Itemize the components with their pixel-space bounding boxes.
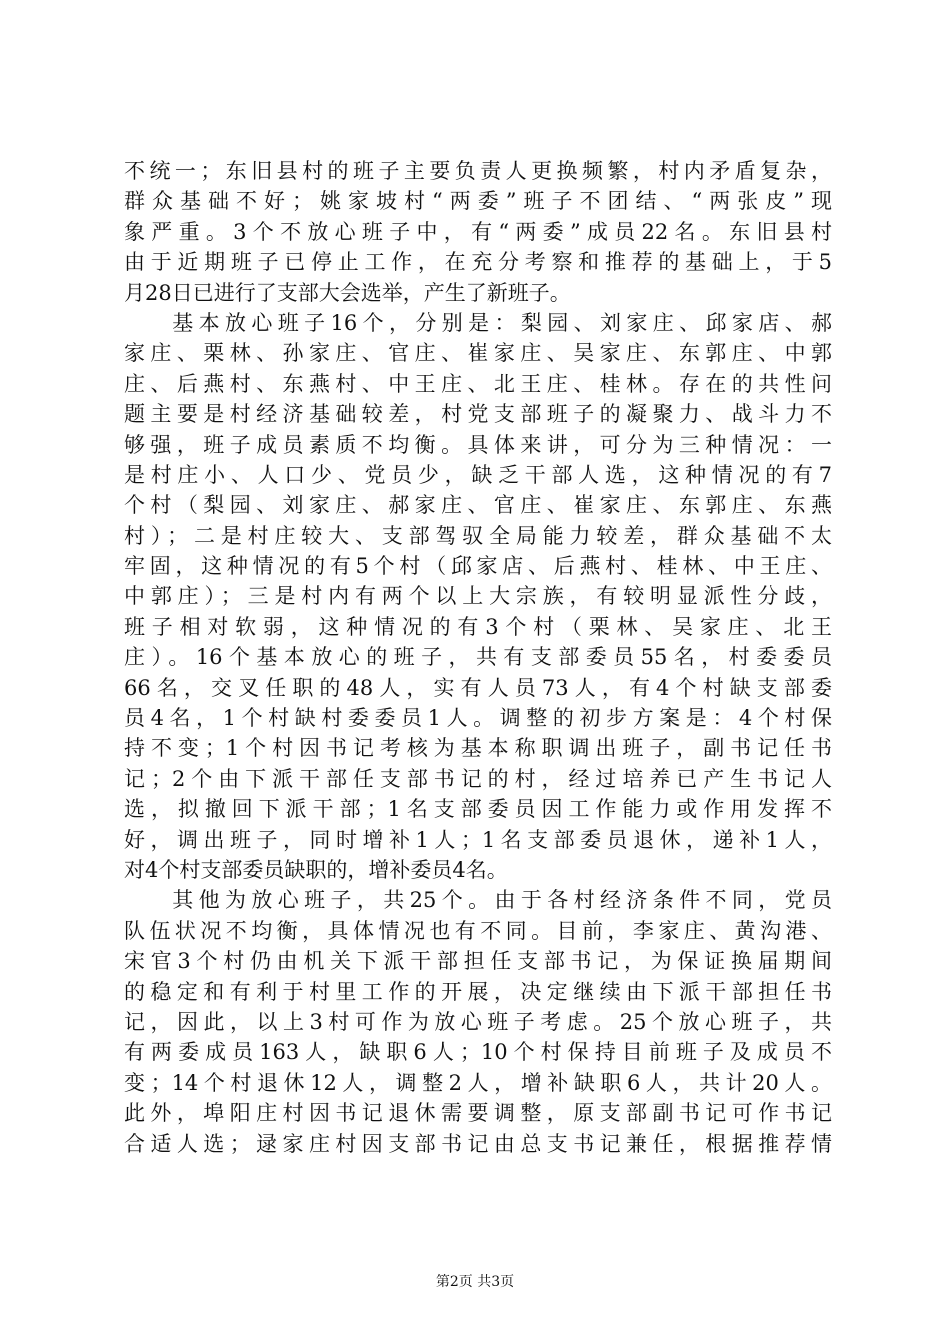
text-line: 变；14个村退休12人，调整2人，增补缺职6人，共计20人。 <box>124 1070 832 1095</box>
text-line: 庄、后燕村、东燕村、中王庄、北王庄、桂林。存在的共性问 <box>124 371 832 396</box>
text-line: 合适人选；逯家庄村因支部书记由总支书记兼任，根据推荐情 <box>124 1131 832 1156</box>
text-line: 有两委成员163人，缺职6人；10个村保持目前班子及成员不 <box>124 1040 832 1065</box>
text-line: 此外，埠阳庄村因书记退休需要调整，原支部副书记可作书记 <box>124 1101 832 1126</box>
text-line: 庄）。16个基本放心的班子，共有支部委员55名，村委委员 <box>124 645 832 670</box>
page-footer: 第2页 共3页 <box>435 1274 515 1290</box>
text-line: 宋官3个村仍由机关下派干部担任支部书记，为保证换届期间 <box>124 949 832 974</box>
text-line: 基本放心班子16个，分别是：梨园、刘家庄、邱家店、郝 <box>124 310 832 335</box>
text-line: 记；2个由下派干部任支部书记的村，经过培养已产生书记人 <box>124 766 832 791</box>
text-line: 不统一；东旧县村的班子主要负责人更换频繁，村内矛盾复杂， <box>124 159 832 183</box>
text-line: 记，因此，以上3村可作为放心班子考虑。25个放心班子，共 <box>124 1009 832 1034</box>
text-line: 班子相对软弱，这种情况的有3个村（栗林、吴家庄、北王 <box>124 614 832 639</box>
text-line: 选，拟撤回下派干部；1名支部委员因工作能力或作用发挥不 <box>124 797 832 822</box>
text-line: 好，调出班子，同时增补1人；1名支部委员退休，递补1人， <box>124 827 832 852</box>
text-line: 队伍状况不均衡，具体情况也有不同。目前，李家庄、黄沟港、 <box>124 918 832 943</box>
text-line: 66名，交叉任职的48人，实有人员73人，有4个村缺支部委 <box>124 675 832 700</box>
text-line: 由于近期班子已停止工作，在充分考察和推荐的基础上，于5 <box>124 250 832 275</box>
text-line: 月28日已进行了支部大会选举，产生了新班子。 <box>124 280 571 305</box>
text-line: 持不变；1个村因书记考核为基本称职调出班子，副书记任书 <box>124 736 832 761</box>
text-line: 群众基础不好；姚家坡村“两委”班子不团结、“两张皮”现 <box>124 189 832 214</box>
text-line: 象严重。3个不放心班子中，有“两委”成员22名。东旧县村 <box>124 219 832 244</box>
text-line: 个村（梨园、刘家庄、郝家庄、官庄、崔家庄、东郭庄、东燕 <box>124 493 832 518</box>
text-line: 员4名，1个村缺村委委员1人。调整的初步方案是：4个村保 <box>124 706 832 731</box>
text-line: 村）；二是村庄较大、支部驾驭全局能力较差，群众基础不太 <box>124 523 832 548</box>
text-line: 对4个村支部委员缺职的，增补委员4名。 <box>124 857 508 882</box>
text-line: 其他为放心班子，共25个。由于各村经济条件不同，党员 <box>124 888 832 913</box>
text-line: 是村庄小、人口少、党员少，缺乏干部人选，这种情况的有7 <box>124 462 832 487</box>
text-line: 家庄、栗林、孙家庄、官庄、崔家庄、吴家庄、东郭庄、中郭 <box>124 341 832 366</box>
text-line: 够强，班子成员素质不均衡。具体来讲，可分为三种情况：一 <box>124 432 832 457</box>
text-line: 牢固，这种情况的有5个村（邱家店、后燕村、桂林、中王庄、 <box>124 554 832 579</box>
body-text <box>124 156 832 1159</box>
text-line: 中郭庄）；三是村内有两个以上大宗族，有较明显派性分歧， <box>124 584 832 609</box>
text-line: 题主要是村经济基础较差，村党支部班子的凝聚力、战斗力不 <box>124 402 832 427</box>
text-line: 的稳定和有利于村里工作的开展，决定继续由下派干部担任书 <box>124 979 832 1004</box>
